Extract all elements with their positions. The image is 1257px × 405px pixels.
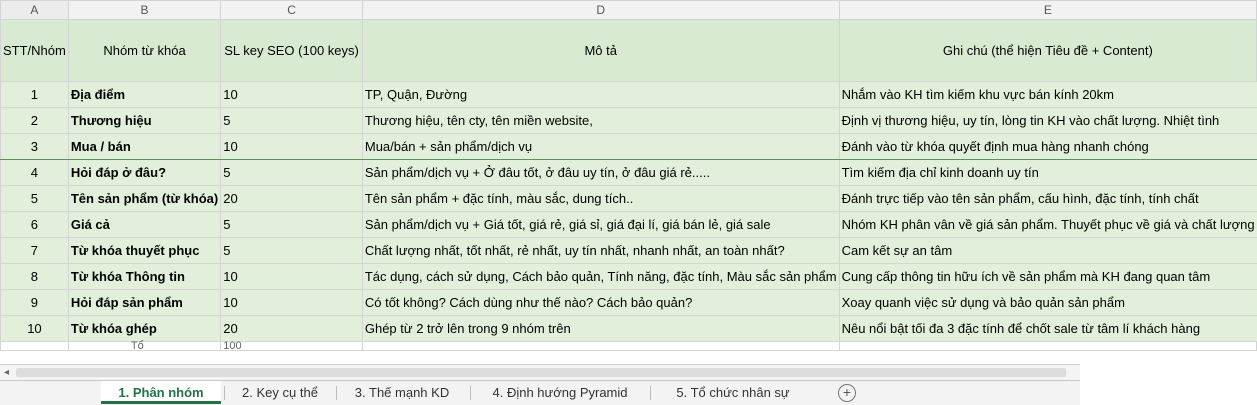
cell-stt[interactable]: 8 (1, 264, 69, 290)
tab-separator (470, 386, 471, 400)
cell-group[interactable]: Mua / bán (68, 134, 220, 160)
cell-stt[interactable]: 6 (1, 212, 69, 238)
cell-count[interactable]: 20 (221, 316, 363, 342)
cell-count[interactable]: 10 (221, 82, 363, 108)
cell-desc[interactable]: Có tốt không? Cách dùng như thế nào? Cách bảo quản? (362, 290, 839, 316)
cell-group[interactable]: Địa điểm (68, 82, 220, 108)
cell-group[interactable]: Từ khóa ghép (68, 316, 220, 342)
cell-desc[interactable]: TP, Quận, Đường (362, 82, 839, 108)
cell-note[interactable]: Xoay quanh việc sử dụng và bảo quản sản phẩm (839, 290, 1257, 316)
tab-the-manh-kd[interactable]: 3. Thế mạnh KD (354, 385, 450, 400)
cell-group[interactable]: Tên sản phẩm (từ khóa) (68, 186, 220, 212)
cell-note[interactable]: Cung cấp thông tin hữu ích về sản phẩm mà KH đang quan tâm (839, 264, 1257, 290)
table-row-partial (1, 342, 1257, 351)
cell-count[interactable]: 100 (221, 342, 363, 351)
cell-desc[interactable]: Tên sản phẩm + đặc tính, màu sắc, dung tích.. (362, 186, 839, 212)
cell-count[interactable]: 10 (221, 264, 363, 290)
tab-separator (336, 386, 337, 400)
tab-phan-nhom[interactable]: 1. Phân nhóm (101, 381, 221, 404)
cell-note[interactable]: Định vị thương hiệu, uy tín, lòng tin KH vào chất lượng. Nhiệt tình (839, 108, 1257, 134)
column-header-b[interactable]: B (68, 1, 220, 20)
cell-stt[interactable] (1, 342, 69, 351)
cell-note[interactable] (839, 342, 1257, 351)
cell-note[interactable]: Cam kết sự an tâm (839, 238, 1257, 264)
cell-desc[interactable] (362, 342, 839, 351)
column-header-row (1, 1, 1257, 20)
table-row (1, 186, 1257, 212)
cell-stt[interactable]: 4 (1, 160, 69, 186)
cell-group[interactable]: Hỏi đáp ở đâu? (68, 160, 220, 186)
cell-note[interactable]: Nêu nổi bật tối đa 3 đặc tính để chốt sale từ tâm lí khách hàng (839, 316, 1257, 342)
tab-separator (224, 386, 225, 400)
table-row (1, 238, 1257, 264)
cell-count[interactable]: 10 (221, 134, 363, 160)
cell-note[interactable]: Nhắm vào KH tìm kiếm khu vực bán kính 20km (839, 82, 1257, 108)
header-note[interactable]: Ghi chú (thể hiện Tiêu đề + Content) (839, 20, 1257, 82)
add-sheet-icon[interactable]: + (838, 384, 856, 402)
cell-stt[interactable]: 10 (1, 316, 69, 342)
cell-group[interactable]: Thương hiệu (68, 108, 220, 134)
cell-note[interactable]: Đánh vào từ khóa quyết định mua hàng nhanh chóng (839, 134, 1257, 160)
cell-group[interactable]: Từ khóa Thông tin (68, 264, 220, 290)
table-row (1, 212, 1257, 238)
scrollbar-thumb[interactable] (16, 368, 1066, 377)
cell-count[interactable]: 10 (221, 290, 363, 316)
tab-separator (650, 386, 651, 400)
column-header-a[interactable]: A (1, 1, 69, 20)
cell-group[interactable]: Giá cả (68, 212, 220, 238)
cell-note[interactable]: Tìm kiếm địa chỉ kinh doanh uy tín (839, 160, 1257, 186)
cell-count[interactable]: 5 (221, 108, 363, 134)
scroll-left-icon[interactable]: ◂ (4, 367, 10, 378)
cell-stt[interactable]: 7 (1, 238, 69, 264)
cell-group[interactable]: Từ khóa thuyết phục (68, 238, 220, 264)
header-group[interactable]: Nhóm từ khóa (68, 20, 220, 82)
column-header-d[interactable]: D (362, 1, 839, 20)
tab-to-chuc-nhan-su[interactable]: 5. Tổ chức nhân sự (676, 385, 790, 400)
table-row (1, 82, 1257, 108)
header-stt[interactable]: STT/Nhóm (1, 20, 69, 82)
table-row-selected (1, 134, 1257, 160)
cell-stt[interactable]: 3 (1, 134, 69, 160)
table-row (1, 108, 1257, 134)
header-count[interactable]: SL key SEO (100 keys) (221, 20, 363, 82)
column-header-c[interactable]: C (221, 1, 363, 20)
cell-group[interactable]: Hỏi đáp sản phẩm (68, 290, 220, 316)
cell-desc[interactable]: Ghép từ 2 trở lên trong 9 nhóm trên (362, 316, 839, 342)
cell-count[interactable]: 5 (221, 212, 363, 238)
table-header-row (1, 20, 1257, 82)
tab-dinh-huong-pyramid[interactable]: 4. Định hướng Pyramid (492, 385, 628, 400)
cell-note[interactable]: Đánh trực tiếp vào tên sản phẩm, cấu hình, đặc tính, tính chất (839, 186, 1257, 212)
column-header-e[interactable]: E (839, 1, 1257, 20)
sheet-tabs-bar (0, 380, 1080, 405)
table-row (1, 264, 1257, 290)
cell-stt[interactable]: 5 (1, 186, 69, 212)
cell-desc[interactable]: Thương hiệu, tên cty, tên miền website, (362, 108, 839, 134)
table-row (1, 290, 1257, 316)
cell-desc[interactable]: Mua/bán + sản phẩm/dịch vụ (362, 134, 839, 160)
table-row (1, 160, 1257, 186)
cell-stt[interactable]: 1 (1, 82, 69, 108)
cell-desc[interactable]: Tác dụng, cách sử dụng, Cách bảo quản, Tính năng, đặc tính, Màu sắc sản phẩm (362, 264, 839, 290)
cell-count[interactable]: 5 (221, 160, 363, 186)
table-row (1, 316, 1257, 342)
cell-count[interactable]: 20 (221, 186, 363, 212)
tab-key-cu-the[interactable]: 2. Key cụ thể (242, 385, 318, 400)
header-desc[interactable]: Mô tả (362, 20, 839, 82)
cell-count[interactable]: 5 (221, 238, 363, 264)
horizontal-scrollbar[interactable] (0, 364, 1080, 381)
cell-desc[interactable]: Sản phẩm/dịch vụ + Ở đâu tốt, ở đâu uy tín, ở đâu giá rẻ..... (362, 160, 839, 186)
cell-group[interactable]: Tổ (68, 342, 220, 351)
cell-stt[interactable]: 2 (1, 108, 69, 134)
cell-note[interactable]: Nhóm KH phân vân về giá sản phẩm. Thuyết phục về giá và chất lượng (839, 212, 1257, 238)
cell-desc[interactable]: Sản phẩm/dịch vụ + Giá tốt, giá rẻ, giá sỉ, giá đại lí, giá bán lẻ, giá sale (362, 212, 839, 238)
cell-stt[interactable]: 9 (1, 290, 69, 316)
cell-desc[interactable]: Chất lượng nhất, tốt nhất, rẻ nhất, uy tín nhất, nhanh nhất, an toàn nhất? (362, 238, 839, 264)
